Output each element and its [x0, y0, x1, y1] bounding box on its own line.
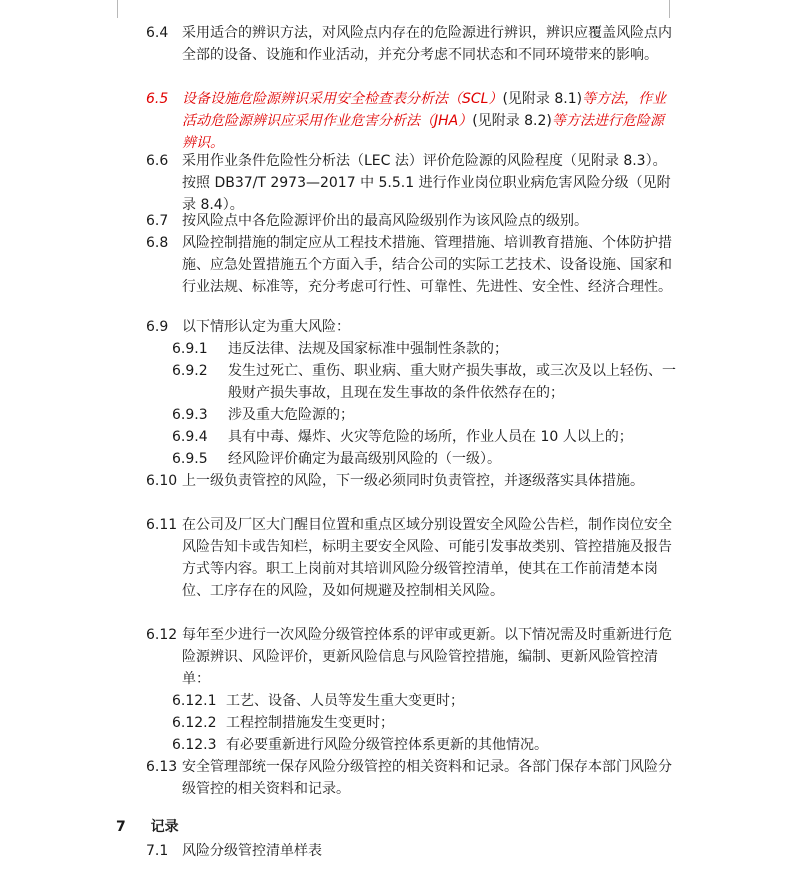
clause-text: 经风险评价确定为最高级别风险的（一级）。 [228, 451, 501, 467]
clause-number: 6.12 [146, 627, 178, 643]
crop-mark-right [669, 0, 670, 18]
clause-6-12-3 [172, 734, 676, 756]
clause-6-7 [146, 210, 676, 232]
clause-number: 6.9.4 [172, 429, 208, 445]
clause-number: 6.9.2 [172, 363, 208, 379]
clause-6-12-2 [172, 712, 676, 734]
section-number: 7 [116, 819, 126, 835]
clause-number: 6.12.1 [172, 693, 217, 709]
clause-text: 风险分级管控清单样表 [182, 843, 322, 859]
clause-number: 6.10 [146, 473, 178, 489]
clause-number: 6.9.1 [172, 341, 208, 357]
clause-text: 风险控制措施的制定应从工程技术措施、管理措施、培训教育措施、个体防护措施、应急处置措施五个方面入手，结合公司的实际工艺技术、设备设施、国家和行业法规、标准等，充分考虑可行性、可靠性、先进性、安全性、经济合理性。 [182, 235, 672, 295]
clause-text: 上一级负责管控的风险，下一级必须同时负责管控，并逐级落实具体措施。 [182, 473, 644, 489]
clause-6-12 [146, 624, 676, 690]
clause-text-red: 设备设施危险源辨识采用安全检查表分析法（SCL） [182, 91, 503, 107]
section-heading-7 [116, 816, 179, 838]
clause-6-9-3 [172, 404, 676, 426]
clause-text: 具有中毒、爆炸、火灾等危险的场所，作业人员在 10 人以上的； [228, 429, 633, 445]
clause-6-4 [146, 22, 676, 66]
clause-number: 6.7 [146, 213, 169, 229]
clause-number: 6.4 [146, 25, 169, 41]
clause-6-9-4 [172, 426, 676, 448]
clause-text: 采用适合的辨识方法，对风险点内存在的危险源进行辨识，辨识应覆盖风险点内全部的设备、设施和作业活动，并充分考虑不同状态和不同环境带来的影响。 [182, 25, 672, 63]
clause-text: 涉及重大危险源的； [228, 407, 354, 423]
clause-number: 6.12.2 [172, 715, 217, 731]
clause-text [146, 88, 676, 154]
clause-number: 6.8 [146, 235, 169, 251]
clause-text: 安全管理部统一保存风险分级管控的相关资料和记录。各部门保存本部门风险分级管控的相关资料和记录。 [182, 759, 672, 797]
clause-6-13 [146, 756, 676, 800]
clause-text: 违反法律、法规及国家标准中强制性条款的； [228, 341, 508, 357]
clause-6-10 [146, 470, 676, 492]
clause-6-9 [146, 316, 676, 338]
clause-number: 6.12.3 [172, 737, 217, 753]
clause-text: 工程控制措施发生变更时； [226, 715, 394, 731]
clause-6-6 [146, 150, 676, 216]
clause-number: 6.9.5 [172, 451, 208, 467]
clause-text-red: 等方法进行危险源辨识。 [182, 113, 664, 151]
clause-number: 7.1 [146, 843, 169, 859]
clause-text: 每年至少进行一次风险分级管控体系的评审或更新。以下情况需及时重新进行危险源辨识、风险评价，更新风险信息与风险管控措施，编制、更新风险管控清单： [182, 627, 672, 687]
clause-text: 有必要重新进行风险分级管控体系更新的其他情况。 [226, 737, 548, 753]
clause-number: 6.11 [146, 517, 178, 533]
clause-number: 6.9 [146, 319, 169, 335]
clause-text: 在公司及厂区大门醒目位置和重点区域分别设置安全风险公告栏，制作岗位安全风险告知卡或告知栏，标明主要安全风险、可能引发事故类别、管控措施及报告方式等内容。职工上岗前对其培训风险分级管控清单，使其在工作前清楚本岗位、工序存在的风险，及如何规避及控制相关风险。 [182, 517, 672, 599]
clause-text-ref: (见附录 8.2) [472, 113, 552, 129]
clause-text: 按风险点中各危险源评价出的最高风险级别作为该风险点的级别。 [182, 213, 588, 229]
clause-text: 以下情形认定为重大风险： [182, 319, 350, 335]
clause-6-9-1 [172, 338, 676, 360]
clause-text-ref: (见附录 8.1) [502, 91, 583, 107]
section-title: 记录 [150, 819, 179, 835]
clause-text: 工艺、设备、人员等发生重大变更时； [226, 693, 464, 709]
clause-6-11 [146, 514, 676, 602]
clause-7-1 [146, 840, 676, 862]
clause-number: 6.5 [146, 91, 169, 107]
clause-6-5 [146, 88, 676, 154]
clause-6-9-5 [172, 448, 676, 470]
clause-6-9-2 [172, 360, 676, 404]
crop-mark-left [117, 0, 118, 18]
clause-text: 采用作业条件危险性分析法（LEC 法）评价危险源的风险程度（见附录 8.3）。按照 DB37/T 2973—2017 中 5.5.1 进行作业岗位职业病危害风险分级（见附录 8.4）。 [182, 153, 671, 213]
clause-number: 6.6 [146, 153, 169, 169]
clause-number: 6.9.3 [172, 407, 208, 423]
clause-text-red: 等方法，作业活动危险源辨识应采用作业危害分析法（JHA） [182, 91, 667, 129]
clause-6-8 [146, 232, 676, 298]
clause-number: 6.13 [146, 759, 178, 775]
clause-6-12-1 [172, 690, 676, 712]
clause-text: 发生过死亡、重伤、职业病、重大财产损失事故，或三次及以上轻伤、一般财产损失事故，且现在发生事故的条件依然存在的； [228, 363, 676, 401]
